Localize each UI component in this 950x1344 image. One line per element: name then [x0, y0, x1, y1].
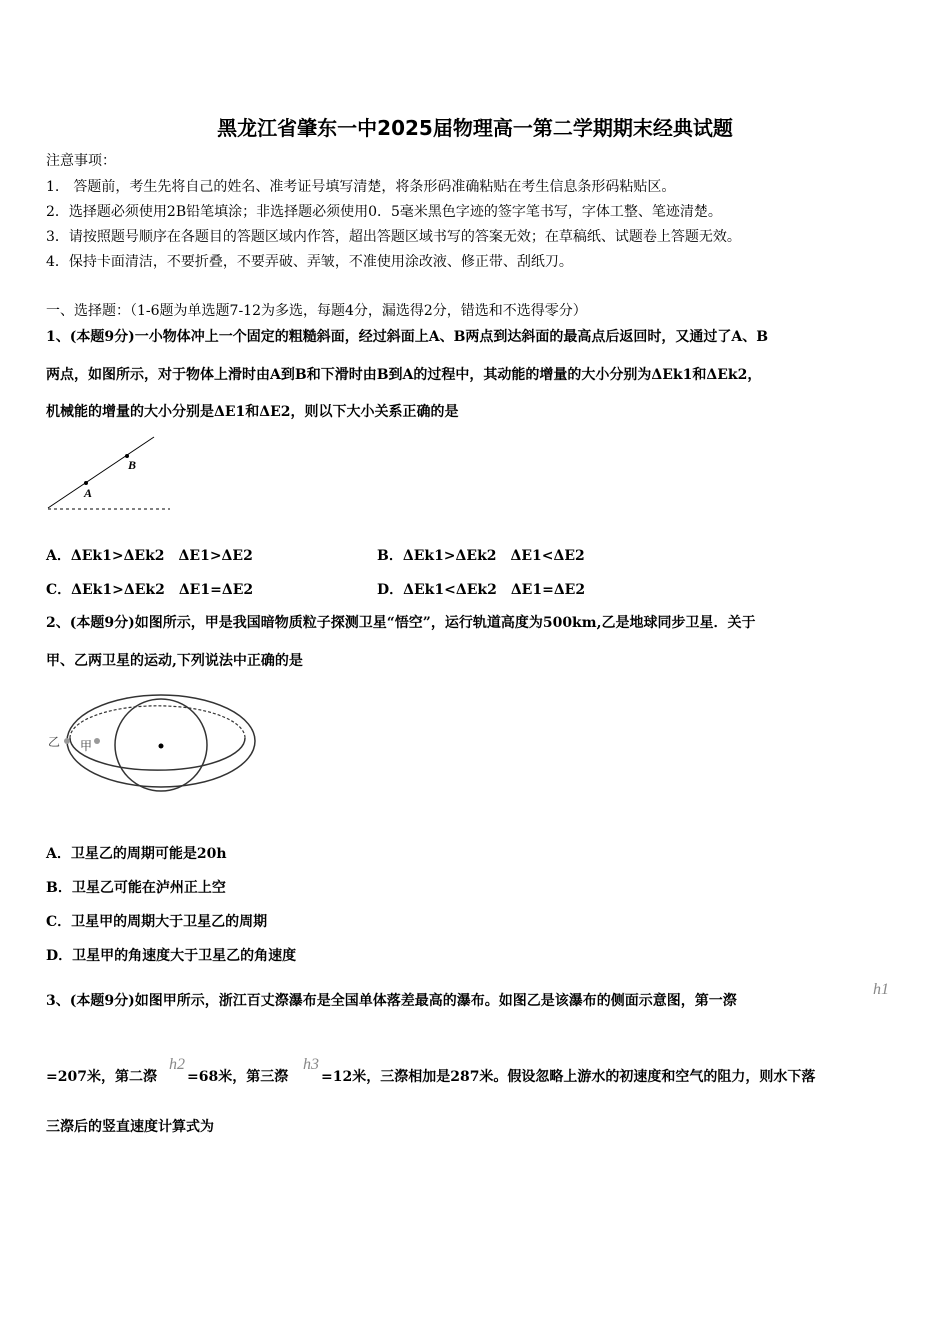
h3-symbol	[302, 1053, 322, 1077]
incline-line	[48, 437, 154, 508]
notice-item-3: 3．请按照题号顺序在各题目的答题区域内作答，超出答题区域书写的答案无效；在草稿纸、试题卷上答题无效。	[46, 229, 741, 245]
q1-option-a: A．ΔEk1>ΔEk2 ΔE1>ΔE2	[46, 548, 253, 564]
h2-symbol	[168, 1053, 188, 1077]
notice-item-4: 4．保持卡面清洁，不要折叠，不要弄破、弄皱，不准使用涂改液、修正带、刮纸刀。	[46, 254, 573, 270]
q2-line-1: 2、(本题9分)如图所示，甲是我国暗物质粒子探测卫星“悟空”，运行轨道高度为500km,乙是地球同步卫星．关于	[46, 615, 756, 631]
q1-option-c: C．ΔEk1>ΔEk2 ΔE1=ΔE2	[46, 582, 254, 598]
q2-option-d: D．卫星甲的角速度大于卫星乙的角速度	[46, 948, 297, 964]
section-heading: 一、选择题：（1-6题为单选题7-12为多选，每题4分，漏选得2分，错选和不选得零分）	[46, 303, 587, 319]
satellite-jia-dot	[94, 738, 100, 744]
q2-option-c: C．卫星甲的周期大于卫星乙的周期	[46, 914, 268, 930]
label-jia: 甲	[80, 739, 93, 753]
q3-line-1: 3、(本题9分)如图甲所示，浙江百丈漈瀑布是全国单体落差最高的瀑布。如图乙是该瀑布的侧面示意图，第一漈	[46, 993, 737, 1009]
q2-option-a: A．卫星乙的周期可能是20h	[46, 846, 227, 862]
q3-line-2c: =12米，三漈相加是287米。假设忽略上游水的初速度和空气的阻力，则水下落	[321, 1069, 816, 1085]
q3-line-3: 三漈后的竖直速度计算式为	[46, 1119, 214, 1135]
h1-text: h1	[873, 981, 889, 998]
q3-line-2b: =68米，第三漈	[187, 1069, 289, 1085]
q2-option-b: B．卫星乙可能在泸州正上空	[46, 880, 226, 896]
label-b: B	[128, 458, 137, 472]
satellite-yi-dot	[64, 738, 70, 744]
q1-line-3: 机械能的增量的大小分别是ΔE1和ΔE2，则以下大小关系正确的是	[46, 404, 459, 420]
page-title: 黑龙江省肇东一中2025届物理高一第二学期期末经典试题	[217, 116, 733, 140]
point-a	[84, 481, 88, 485]
orbit-figure	[44, 690, 264, 802]
incline-figure	[40, 432, 180, 517]
label-yi: 乙	[48, 735, 61, 749]
inner-orbit-back	[70, 706, 245, 738]
q1-option-b: B．ΔEk1>ΔEk2 ΔE1<ΔE2	[377, 548, 585, 564]
label-a: A	[84, 486, 93, 500]
q2-line-2: 甲、乙两卫星的运动,下列说法中正确的是	[46, 653, 303, 669]
notice-item-2: 2．选择题必须使用2B铅笔填涂；非选择题必须使用0．5毫米黑色字迹的签字笔书写，字体工整、笔迹清楚。	[46, 204, 722, 220]
q1-line-1: 1、(本题9分)一小物体冲上一个固定的粗糙斜面，经过斜面上A、B两点到达斜面的最高点后返回时，又通过了A、B	[46, 329, 769, 345]
h2-text: h2	[169, 1056, 185, 1073]
earth-center	[159, 744, 164, 749]
q3-line-2a: =207米，第二漈	[46, 1069, 157, 1085]
h1-symbol	[872, 978, 892, 1002]
q1-option-d: D．ΔEk1<ΔEk2 ΔE1=ΔE2	[377, 582, 586, 598]
notice-heading: 注意事项：	[46, 153, 116, 169]
q1-line-2: 两点，如图所示，对于物体上滑时由A到B和下滑时由B到A的过程中，其动能的增量的大小分别为ΔEk1和ΔEk2，	[46, 367, 762, 383]
notice-item-1: 1. 答题前，考生先将自己的姓名、准考证号填写清楚，将条形码准确粘贴在考生信息条形码粘贴区。	[46, 179, 676, 195]
h3-text: h3	[303, 1056, 319, 1073]
